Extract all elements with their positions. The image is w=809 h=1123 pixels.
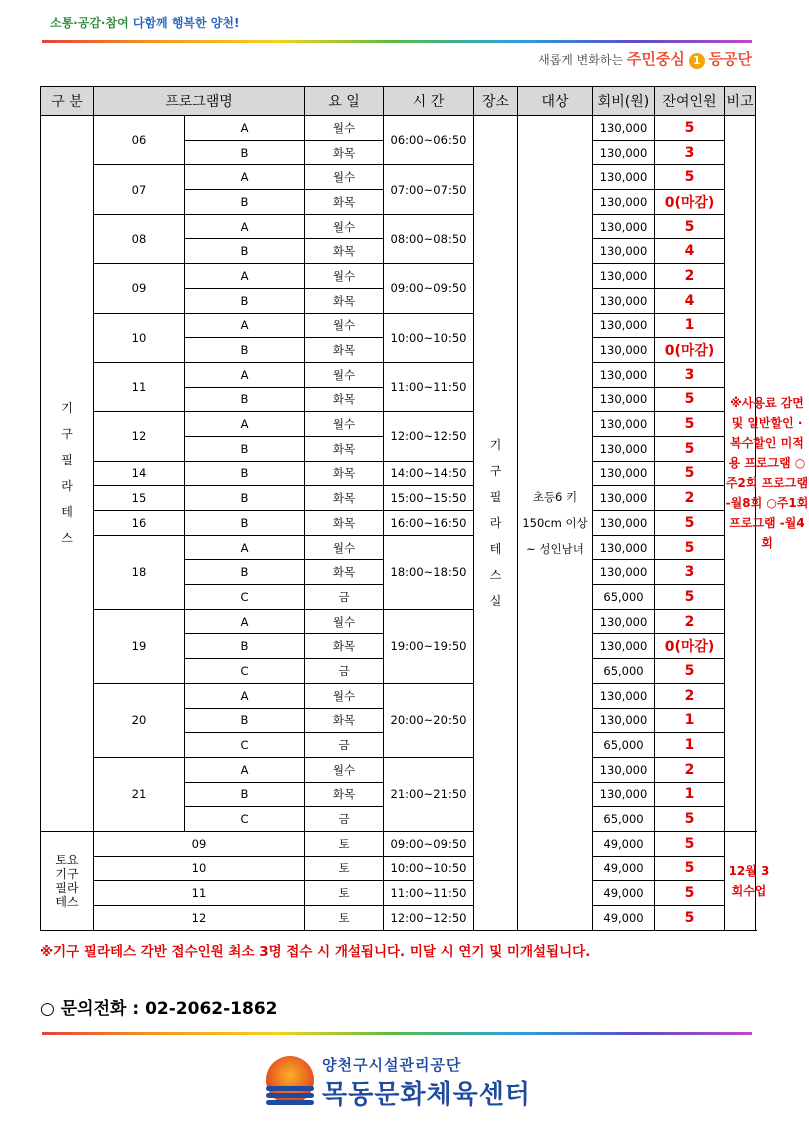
day-cell: 화목 xyxy=(305,387,384,412)
slogan-text: 소통·공감·참여 xyxy=(50,16,129,30)
program-number: 10 xyxy=(94,856,305,881)
remaining-cell: 1 xyxy=(655,313,725,338)
table-row xyxy=(41,165,756,190)
table-row xyxy=(41,486,756,511)
sun-wave-logo-icon xyxy=(266,1056,314,1104)
day-cell: 금 xyxy=(305,659,384,684)
day-cell: 월수 xyxy=(305,313,384,338)
remaining-cell: 5 xyxy=(655,165,725,190)
remaining-cell: 0(마감) xyxy=(655,338,725,363)
program-number: 14 xyxy=(94,461,185,486)
fee-cell: 130,000 xyxy=(593,535,655,560)
class-code: C xyxy=(185,733,305,758)
class-code: B xyxy=(185,288,305,313)
sub-slogan-suffix: 등공단 xyxy=(708,50,752,68)
class-code: B xyxy=(185,708,305,733)
day-cell: 월수 xyxy=(305,412,384,437)
header-category: 구 분 xyxy=(41,87,94,116)
target-cell xyxy=(518,116,593,931)
day-cell: 화목 xyxy=(305,338,384,363)
remaining-cell: 3 xyxy=(655,362,725,387)
fee-cell: 49,000 xyxy=(593,831,655,856)
fee-cell: 130,000 xyxy=(593,609,655,634)
header-time: 시 간 xyxy=(384,87,474,116)
program-number: 15 xyxy=(94,486,185,511)
table-row xyxy=(41,214,756,239)
time-cell: 15:00~15:50 xyxy=(384,486,474,511)
class-code: A xyxy=(185,362,305,387)
place-cell xyxy=(474,116,518,931)
day-cell: 화목 xyxy=(305,461,384,486)
remaining-cell: 2 xyxy=(655,609,725,634)
day-cell: 월수 xyxy=(305,214,384,239)
remaining-cell: 2 xyxy=(655,683,725,708)
time-cell: 09:00~09:50 xyxy=(384,264,474,313)
fee-cell: 49,000 xyxy=(593,856,655,881)
fee-cell: 130,000 xyxy=(593,140,655,165)
remaining-cell: 5 xyxy=(655,906,725,931)
saturday-category-cell xyxy=(41,831,94,930)
center-name: 목동문화체육센터 xyxy=(322,1080,531,1110)
day-cell: 월수 xyxy=(305,116,384,141)
time-cell: 10:00~10:50 xyxy=(384,313,474,362)
class-code: A xyxy=(185,214,305,239)
time-cell: 16:00~16:50 xyxy=(384,511,474,536)
fee-cell: 65,000 xyxy=(593,733,655,758)
program-number: 12 xyxy=(94,412,185,461)
class-code: B xyxy=(185,486,305,511)
day-cell: 토 xyxy=(305,831,384,856)
day-cell: 금 xyxy=(305,733,384,758)
class-code: A xyxy=(185,116,305,141)
day-cell: 화목 xyxy=(305,436,384,461)
class-code: B xyxy=(185,511,305,536)
remaining-cell: 2 xyxy=(655,486,725,511)
remaining-cell: 3 xyxy=(655,140,725,165)
fee-cell: 130,000 xyxy=(593,634,655,659)
remaining-cell: 5 xyxy=(655,511,725,536)
header-note: 비고 xyxy=(725,87,756,116)
table-row xyxy=(41,906,756,931)
time-cell: 12:00~12:50 xyxy=(384,906,474,931)
class-code: C xyxy=(185,659,305,684)
day-cell: 월수 xyxy=(305,683,384,708)
table-row xyxy=(41,412,756,437)
time-cell: 11:00~11:50 xyxy=(384,881,474,906)
remaining-cell: 1 xyxy=(655,733,725,758)
table-row xyxy=(41,511,756,536)
fee-cell: 130,000 xyxy=(593,288,655,313)
class-code: B xyxy=(185,560,305,585)
class-code: B xyxy=(185,338,305,363)
table-row xyxy=(41,831,756,856)
table-body xyxy=(41,116,809,931)
table-row xyxy=(41,362,756,387)
day-cell: 토 xyxy=(305,881,384,906)
remaining-cell: 3 xyxy=(655,560,725,585)
fee-cell: 49,000 xyxy=(593,906,655,931)
program-number: 09 xyxy=(94,831,305,856)
fee-cell: 65,000 xyxy=(593,585,655,610)
fee-cell: 130,000 xyxy=(593,387,655,412)
class-code: B xyxy=(185,634,305,659)
class-code: B xyxy=(185,140,305,165)
remaining-cell: 1 xyxy=(655,708,725,733)
fee-cell: 130,000 xyxy=(593,190,655,215)
sub-slogan-prefix: 새롭게 변화하는 xyxy=(538,53,624,67)
class-code: A xyxy=(185,609,305,634)
class-code: B xyxy=(185,461,305,486)
day-cell: 금 xyxy=(305,807,384,832)
notice-text: ※기구 필라테스 각반 접수인원 최소 3명 접수 시 개설됩니다. 미달 시 연기 및 미개설됩니다. xyxy=(40,944,591,960)
fee-cell: 130,000 xyxy=(593,264,655,289)
target-label: 초등6 키150cm 이상~ 성인남녀 xyxy=(522,489,588,556)
class-code: C xyxy=(185,807,305,832)
remaining-cell: 4 xyxy=(655,239,725,264)
time-cell: 08:00~08:50 xyxy=(384,214,474,263)
day-cell: 화목 xyxy=(305,288,384,313)
inquiry-phone: ○ 문의전화 : 02-2062-1862 xyxy=(40,999,278,1019)
table-row xyxy=(41,757,756,782)
remaining-cell: 5 xyxy=(655,116,725,141)
remaining-cell: 5 xyxy=(655,856,725,881)
remaining-cell: 5 xyxy=(655,585,725,610)
fee-cell: 130,000 xyxy=(593,214,655,239)
remaining-cell: 5 xyxy=(655,436,725,461)
sub-slogan-main: 주민중심 xyxy=(626,50,685,68)
program-number: 18 xyxy=(94,535,185,609)
saturday-category-label: 토요 기구 필라 테스 xyxy=(55,852,79,909)
program-number: 20 xyxy=(94,683,185,757)
fee-cell: 130,000 xyxy=(593,436,655,461)
note-text: ※사용료 감면 및 일반할인 · 복수할인 미적용 프로그램 ○주2회 프로그램 -월8회 ○주1회 프로그램 -월4회 xyxy=(725,396,809,551)
day-cell: 월수 xyxy=(305,362,384,387)
class-code: A xyxy=(185,757,305,782)
remaining-cell: 5 xyxy=(655,807,725,832)
program-number: 19 xyxy=(94,609,185,683)
remaining-cell: 5 xyxy=(655,214,725,239)
remaining-cell: 1 xyxy=(655,782,725,807)
time-cell: 09:00~09:50 xyxy=(384,831,474,856)
time-cell: 21:00~21:50 xyxy=(384,757,474,831)
program-number: 09 xyxy=(94,264,185,313)
remaining-cell: 5 xyxy=(655,535,725,560)
remaining-cell: 2 xyxy=(655,757,725,782)
bottom-divider xyxy=(42,1032,752,1035)
program-number: 16 xyxy=(94,511,185,536)
header-target: 대상 xyxy=(518,87,593,116)
remaining-cell: 2 xyxy=(655,264,725,289)
header-remaining: 잔여인원 xyxy=(655,87,725,116)
day-cell: 월수 xyxy=(305,165,384,190)
remaining-cell: 5 xyxy=(655,881,725,906)
time-cell: 06:00~06:50 xyxy=(384,116,474,165)
table-row xyxy=(41,881,756,906)
saturday-note-text: 12월 3회수업 xyxy=(728,863,770,898)
time-cell: 10:00~10:50 xyxy=(384,856,474,881)
time-cell: 18:00~18:50 xyxy=(384,535,474,609)
program-number: 12 xyxy=(94,906,305,931)
fee-cell: 130,000 xyxy=(593,683,655,708)
day-cell: 화목 xyxy=(305,486,384,511)
class-code: B xyxy=(185,190,305,215)
class-code: A xyxy=(185,412,305,437)
fee-cell: 130,000 xyxy=(593,511,655,536)
day-cell: 화목 xyxy=(305,782,384,807)
fee-cell: 130,000 xyxy=(593,338,655,363)
class-code: A xyxy=(185,313,305,338)
class-code: A xyxy=(185,165,305,190)
slogan-text-2: 다함께 행복한 양천! xyxy=(132,16,240,30)
center-logo xyxy=(266,1054,536,1110)
class-code: A xyxy=(185,264,305,289)
sub-slogan xyxy=(538,48,752,69)
table-row xyxy=(41,683,756,708)
day-cell: 토 xyxy=(305,906,384,931)
day-cell: 토 xyxy=(305,856,384,881)
day-cell: 월수 xyxy=(305,535,384,560)
fee-cell: 130,000 xyxy=(593,116,655,141)
saturday-note-cell xyxy=(725,831,770,930)
header-place: 장소 xyxy=(474,87,518,116)
day-cell: 화목 xyxy=(305,140,384,165)
time-cell: 12:00~12:50 xyxy=(384,412,474,461)
class-code: A xyxy=(185,535,305,560)
time-cell: 11:00~11:50 xyxy=(384,362,474,411)
day-cell: 화목 xyxy=(305,634,384,659)
table-header-row xyxy=(41,87,756,116)
time-cell: 07:00~07:50 xyxy=(384,165,474,214)
table-row xyxy=(41,609,756,634)
remaining-cell: 4 xyxy=(655,288,725,313)
place-label: 기 구 필 라 테 스 실 xyxy=(489,437,502,608)
fee-cell: 49,000 xyxy=(593,881,655,906)
table-row xyxy=(41,856,756,881)
program-number: 08 xyxy=(94,214,185,263)
day-cell: 월수 xyxy=(305,264,384,289)
header-slogan xyxy=(50,14,239,31)
program-number: 21 xyxy=(94,757,185,831)
program-number: 06 xyxy=(94,116,185,165)
class-code: C xyxy=(185,585,305,610)
day-cell: 월수 xyxy=(305,609,384,634)
fee-cell: 130,000 xyxy=(593,461,655,486)
class-code: B xyxy=(185,239,305,264)
fee-cell: 130,000 xyxy=(593,708,655,733)
remaining-cell: 5 xyxy=(655,461,725,486)
program-number: 11 xyxy=(94,881,305,906)
remaining-cell: 5 xyxy=(655,412,725,437)
class-code: A xyxy=(185,683,305,708)
fee-cell: 130,000 xyxy=(593,165,655,190)
day-cell: 금 xyxy=(305,585,384,610)
time-cell: 20:00~20:50 xyxy=(384,683,474,757)
program-number: 11 xyxy=(94,362,185,411)
org-name: 양천구시설관리공단 xyxy=(322,1056,462,1074)
program-number: 10 xyxy=(94,313,185,362)
header-fee: 회비(원) xyxy=(593,87,655,116)
day-cell: 화목 xyxy=(305,511,384,536)
table-row xyxy=(41,313,756,338)
fee-cell: 130,000 xyxy=(593,757,655,782)
day-cell: 월수 xyxy=(305,757,384,782)
program-number: 07 xyxy=(94,165,185,214)
fee-cell: 130,000 xyxy=(593,486,655,511)
time-cell: 14:00~14:50 xyxy=(384,461,474,486)
day-cell: 화목 xyxy=(305,190,384,215)
day-cell: 화목 xyxy=(305,708,384,733)
table-row xyxy=(41,116,756,141)
day-cell: 화목 xyxy=(305,239,384,264)
class-code: B xyxy=(185,436,305,461)
table-row xyxy=(41,461,756,486)
class-code: B xyxy=(185,782,305,807)
note-cell xyxy=(725,116,809,832)
day-cell: 화목 xyxy=(305,560,384,585)
remaining-cell: 0(마감) xyxy=(655,634,725,659)
table-row xyxy=(41,264,756,289)
header-program: 프로그램명 xyxy=(94,87,305,116)
schedule-table xyxy=(40,86,809,931)
remaining-cell: 5 xyxy=(655,387,725,412)
number-one-badge: 1 xyxy=(689,53,705,69)
class-code: B xyxy=(185,387,305,412)
table-row xyxy=(41,535,756,560)
time-cell: 19:00~19:50 xyxy=(384,609,474,683)
fee-cell: 130,000 xyxy=(593,239,655,264)
remaining-cell: 0(마감) xyxy=(655,190,725,215)
remaining-cell: 5 xyxy=(655,831,725,856)
header-day: 요 일 xyxy=(305,87,384,116)
fee-cell: 130,000 xyxy=(593,412,655,437)
fee-cell: 130,000 xyxy=(593,362,655,387)
category-label: 기 구 필 라 테 스 xyxy=(61,401,73,546)
fee-cell: 130,000 xyxy=(593,313,655,338)
fee-cell: 130,000 xyxy=(593,782,655,807)
fee-cell: 130,000 xyxy=(593,560,655,585)
top-divider xyxy=(42,40,752,43)
fee-cell: 65,000 xyxy=(593,807,655,832)
remaining-cell: 5 xyxy=(655,659,725,684)
fee-cell: 65,000 xyxy=(593,659,655,684)
category-cell xyxy=(41,116,94,832)
